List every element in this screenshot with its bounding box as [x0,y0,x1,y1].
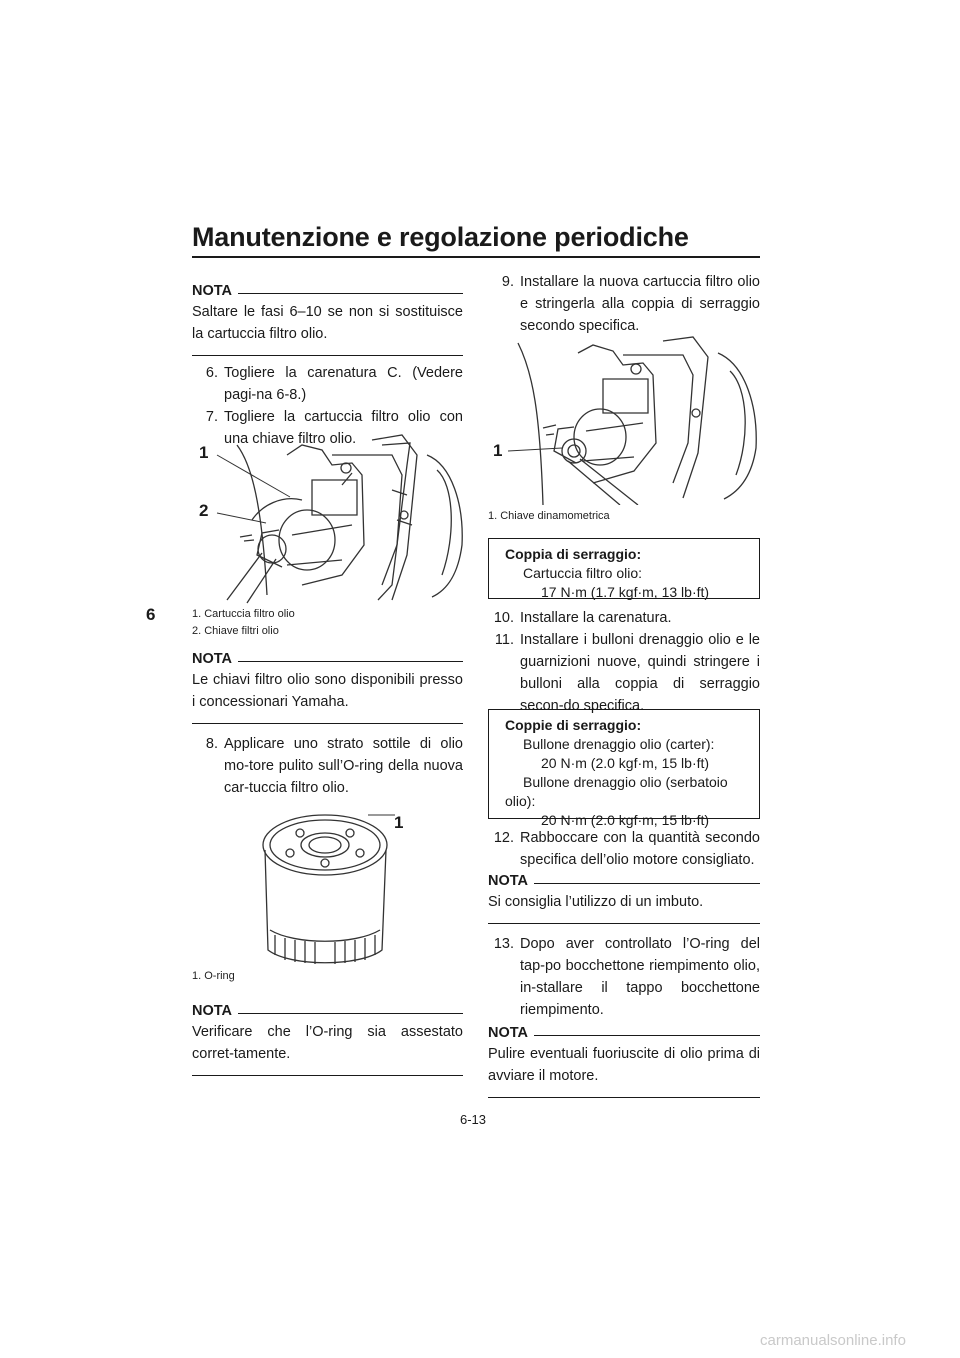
step-12: 12. Rabboccare con la quantità secondo specifica dell’olio motore consigliato. [493,830,760,868]
figure-label-2: 2 [199,501,209,520]
page-title: Manutenzione e regolazione periodiche [192,222,689,252]
figure-oil-filter-cartridge [250,805,430,967]
step-13: 13. Dopo aver controllato l’O-ring del tap-po bocchettone riempimento olio, in-stallare il tappo bocchettone riempimento. [493,936,760,1018]
figure-torque-wrench [488,333,760,505]
nota-3: NOTA Verificare che l’O-ring sia assestato corret-tamente. [192,1003,463,1076]
nota-label: NOTA [192,283,233,299]
figure-caption-oring: 1. O-ring [192,970,235,982]
engine-illustration [192,425,467,605]
figure-caption-wrench: 1. Chiave dinamometrica [488,510,610,522]
engine-torque-illustration [488,333,760,505]
step-6: 6. Togliere la carenatura C. (Vedere pagi-na 6-8.) [205,365,463,403]
figure-label-oring: 1 [394,813,404,832]
torque-spec-box-1: Coppia di serraggio: Cartuccia filtro olio: 17 N·m (1.7 kgf·m, 13 lb·ft) [488,538,760,599]
header-rule [192,256,760,258]
figure-oil-filter-removal [192,425,467,605]
nota-5: NOTA Pulire eventuali fuoriuscite di olio prima di avviare il motore. [488,1025,760,1098]
watermark-link[interactable]: carmanualsonline.info [760,1332,906,1349]
figure-caption-1: 1. Cartuccia filtro olio [192,608,295,620]
step-11: 11. Installare i bulloni drenaggio olio e le guarnizioni nuove, quindi stringere i bulloni alla coppia di serraggio secon-do specifica. [494,632,760,714]
figure-label-1: 1 [199,443,209,462]
step-7: 7. Togliere la cartuccia filtro olio con una chiave filtro olio. [205,409,463,447]
step-9: 9. Installare la nuova cartuccia filtro olio e stringerla alla coppia di serraggio secondo specifica. [501,274,760,334]
figure-label-wrench: 1 [493,441,503,460]
figure-caption-2: 2. Chiave filtri olio [192,625,279,637]
torque-spec-box-2: Coppie di serraggio: Bullone drenaggio olio (carter): 20 N·m (2.0 kgf·m, 15 lb·ft) Bullone drenaggio olio (serbatoio olio): 20 N·m (2.0 kgf·m, 15 lb·ft) [488,709,760,819]
step-10: 10. Installare la carenatura. [493,610,672,626]
nota-text: Saltare le fasi 6–10 se non si sostituisce la cartuccia filtro olio. [192,304,463,342]
chapter-tab: 6 [146,605,156,624]
step-8: 8. Applicare uno strato sottile di olio mo-tore pulito sull’O-ring della nuova car-tuccia filtro olio. [205,736,463,796]
nota-1 [192,283,463,356]
page-number: 6-13 [460,1112,487,1127]
nota-2: NOTA Le chiavi filtro olio sono disponibili presso i concessionari Yamaha. [192,651,463,724]
nota-4: NOTA Si consiglia l’utilizzo di un imbuto. [488,873,760,924]
